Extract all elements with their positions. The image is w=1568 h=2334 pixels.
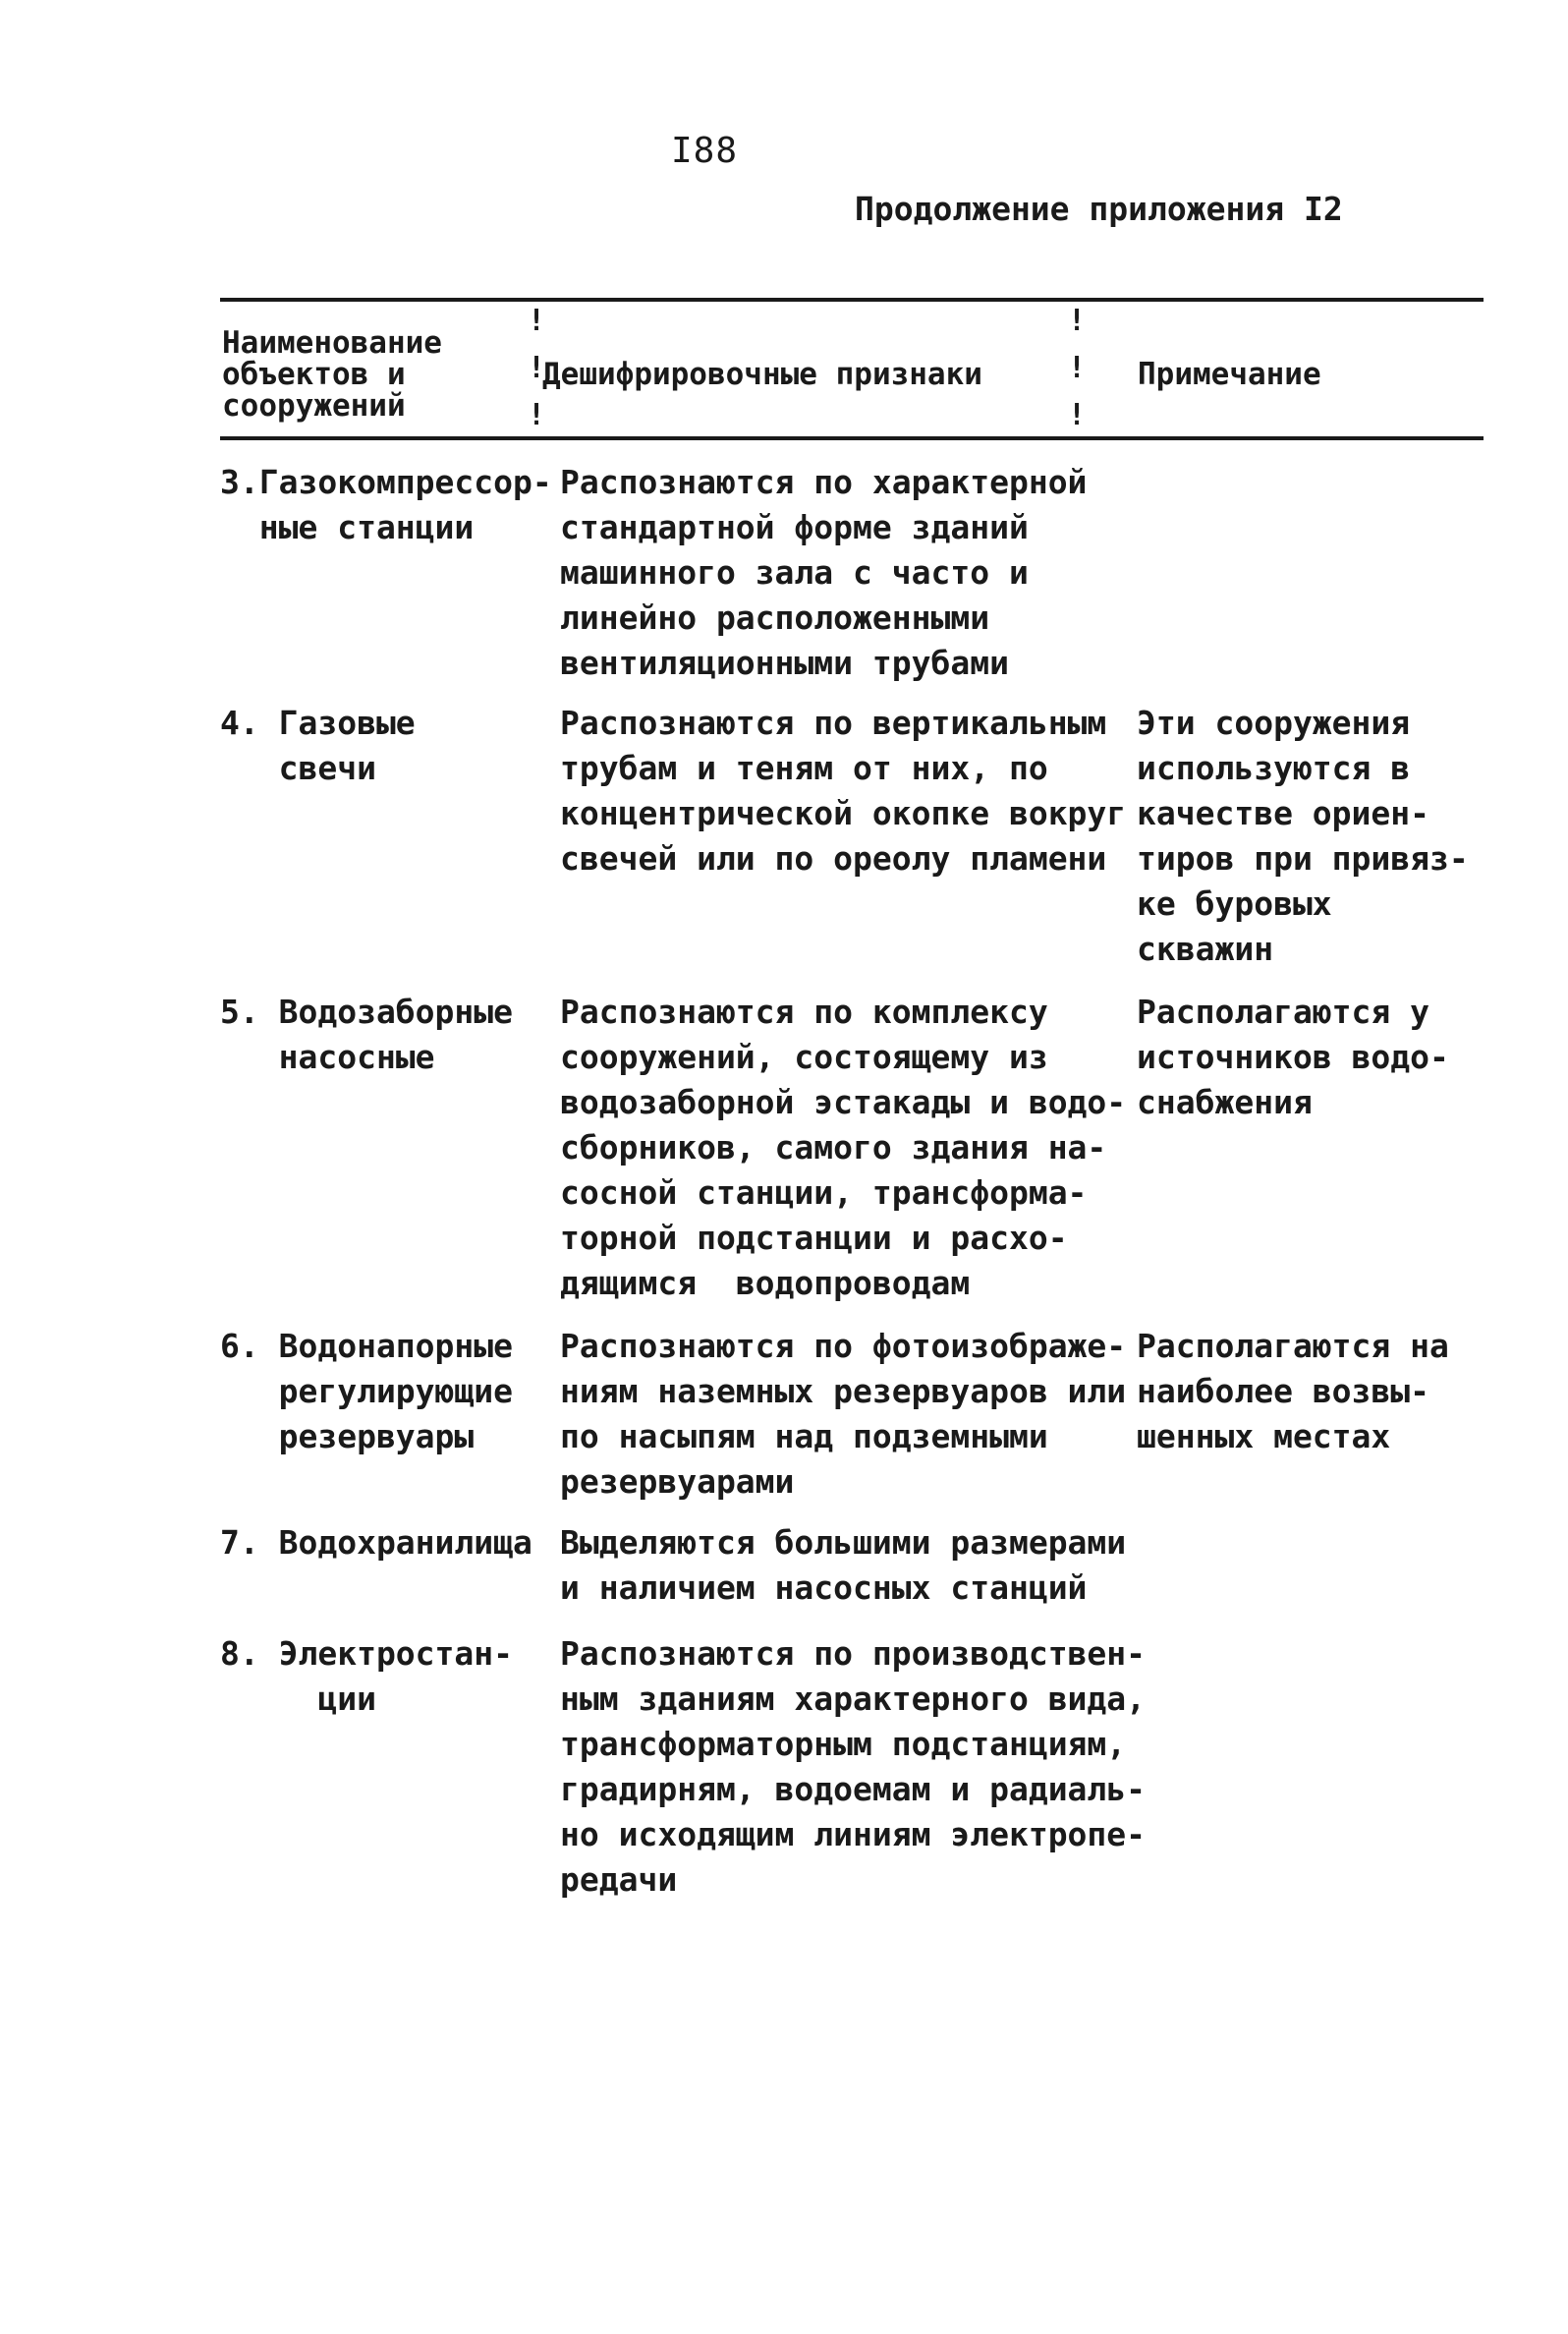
object-name: 8. Электростан- ции bbox=[220, 1634, 514, 1718]
column-header-name: Наименование объектов и сооружений bbox=[222, 325, 442, 424]
features-text: Распознаются по характерной стандартной форме зданий машинного зала с часто и линейно расположенными вентиляционными трубами bbox=[560, 463, 1088, 682]
column-header-note: Примечание bbox=[1138, 357, 1321, 392]
features-text: Распознаются по фотоизображе- ниям наземных резервуаров или по насыпям над подземными резервуарами bbox=[560, 1327, 1127, 1501]
features-text: Распознаются по вертикальным трубам и теням от них, по концентрической окопке вокруг свечей или по ореолу пламени bbox=[560, 704, 1127, 878]
header-note: Продолжение приложения I2 bbox=[855, 190, 1343, 228]
separator-mark: ! bbox=[1068, 398, 1087, 432]
object-name: 5. Водозаборные насосные bbox=[220, 993, 514, 1076]
separator-mark: ! bbox=[528, 398, 546, 432]
table-header-rule bbox=[220, 436, 1484, 440]
object-name: 3.Газокомпрессор- ные станции bbox=[220, 463, 552, 546]
features-text: Выделяются большими размерами и наличием насосных станций bbox=[560, 1523, 1127, 1607]
object-name: 6. Водонапорные регулирующие резервуары bbox=[220, 1327, 514, 1455]
page-number: I88 bbox=[671, 131, 739, 171]
features-text: Распознаются по комплексу сооружений, состоящему из водозаборной эстакады и водо- сборников, самого здания на- сосной станции, трансформа- торной подстанции и расхо- дящимся водопроводам bbox=[560, 993, 1127, 1302]
column-header-features: Дешифрировочные признаки bbox=[542, 357, 982, 392]
separator-mark: ! bbox=[528, 351, 546, 385]
note-text: Располагаются у источников водо- снабжения bbox=[1137, 993, 1449, 1121]
note-text: Эти сооружения используются в качестве ориен- тиров при привяз- ке буровых скважин bbox=[1137, 704, 1469, 968]
separator-mark: ! bbox=[528, 304, 546, 338]
table-top-rule bbox=[220, 298, 1484, 302]
features-text: Распознаются по производствен- ным зданиям характерного вида, трансформаторным подстанциям, градирням, водоемам и радиаль- но исходящим линиям электропе- редачи bbox=[560, 1634, 1147, 1899]
separator-mark: ! bbox=[1068, 304, 1087, 338]
object-name: 7. Водохранилища bbox=[220, 1523, 532, 1562]
separator-mark: ! bbox=[1068, 351, 1087, 385]
note-text: Располагаются на наиболее возвы- шенных местах bbox=[1137, 1327, 1449, 1455]
object-name: 4. Газовые свечи bbox=[220, 704, 416, 787]
